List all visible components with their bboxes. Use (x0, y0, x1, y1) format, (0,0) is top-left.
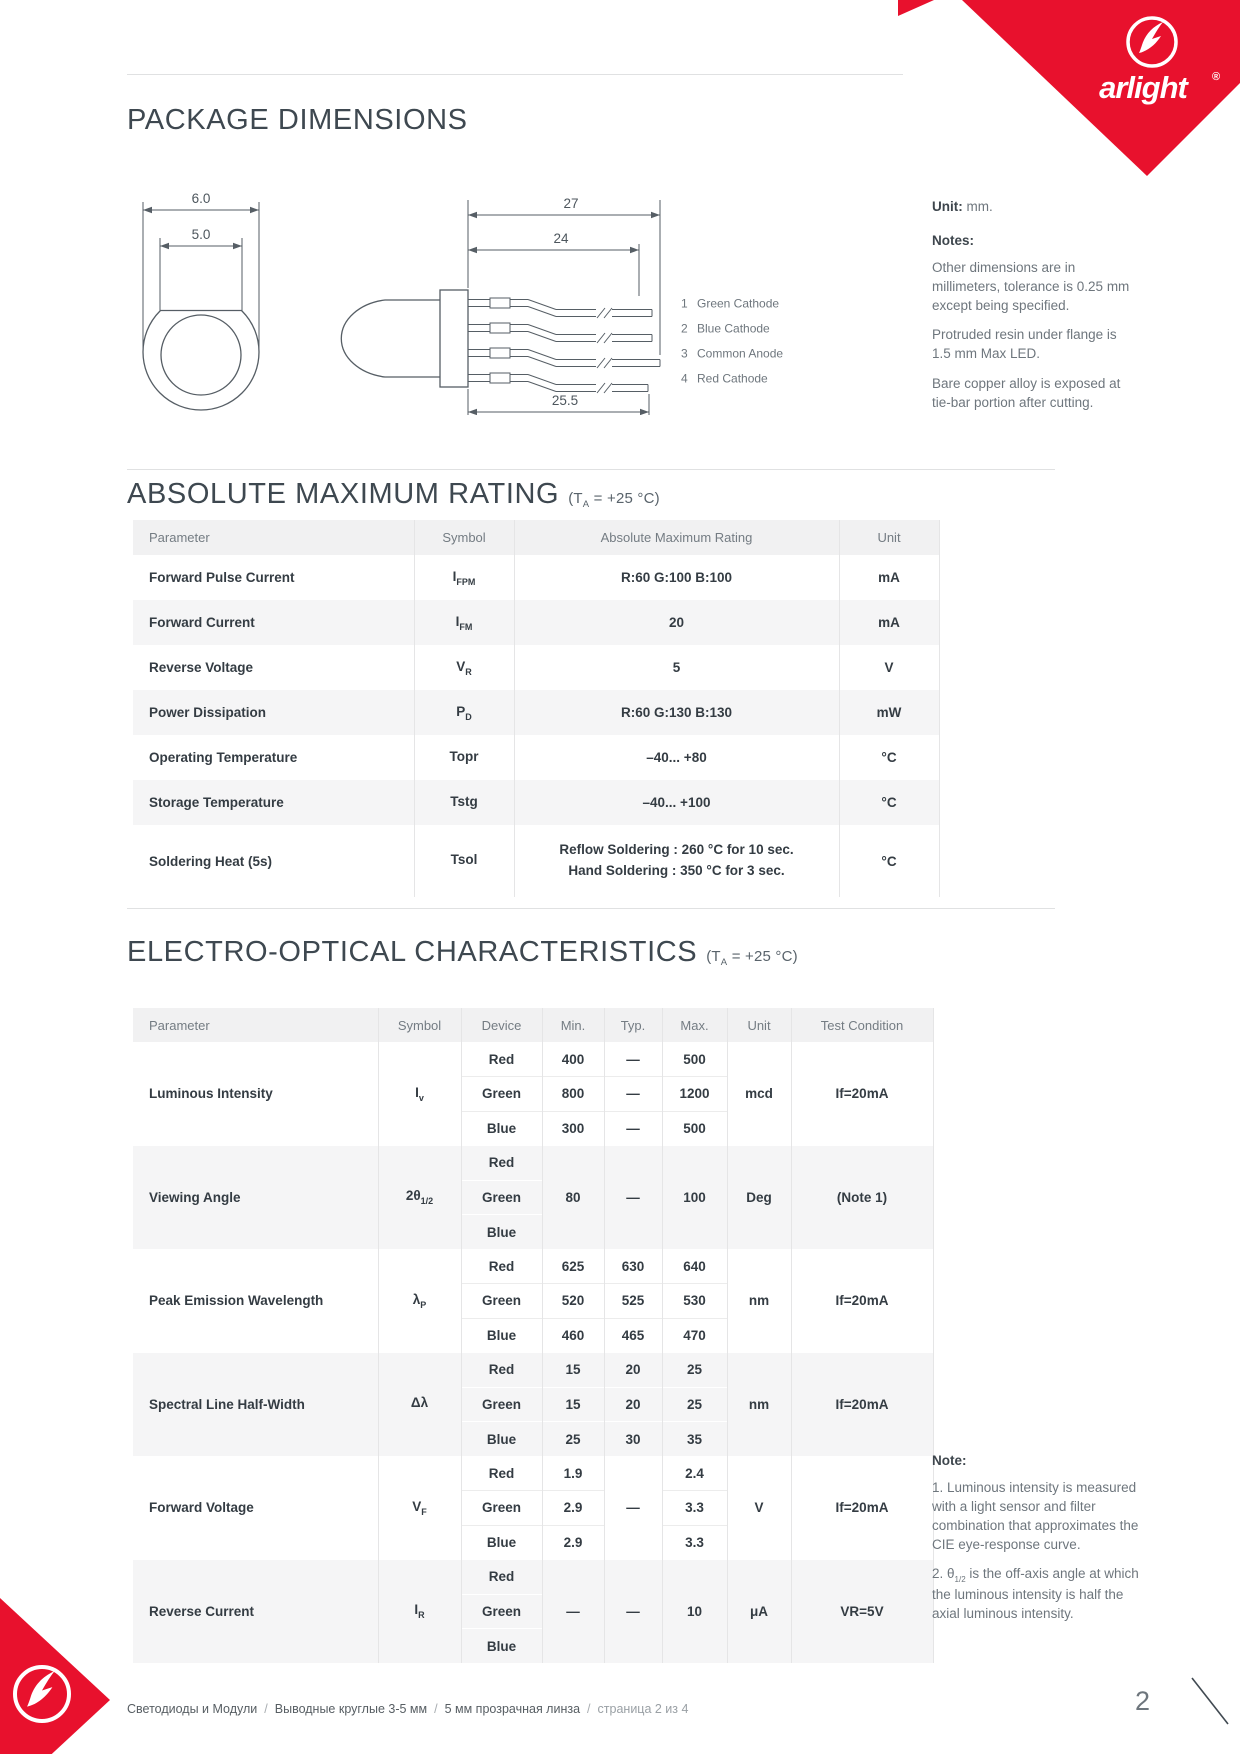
col-device: Device (461, 1008, 542, 1042)
lead-2 (468, 323, 652, 344)
dim-5-0: 5.0 (191, 227, 211, 242)
led-flange (440, 290, 468, 387)
note-paragraph: Bare copper alloy is exposed at tie-bar portion after cutting. (932, 376, 1121, 411)
max-cell: 3.3 (662, 1525, 727, 1560)
col-parameter: Parameter (133, 520, 414, 555)
eo-title (127, 936, 798, 969)
pin-3-num: 3 (681, 346, 688, 361)
dim-25-5: 25.5 (551, 393, 579, 408)
min-cell: 520 (542, 1284, 604, 1319)
table-row (133, 1353, 933, 1388)
amr-title-text: ABSOLUTE MAXIMUM RATING (127, 478, 560, 510)
min-cell: 460 (542, 1318, 604, 1353)
device-cell: Blue (461, 1422, 542, 1457)
table-row (133, 555, 939, 600)
col-min: Min. (542, 1008, 604, 1042)
table-row (133, 780, 939, 825)
rating-cell: 5 (514, 645, 839, 690)
breadcrumb-segment: 5 мм прозрачная линза (444, 1702, 581, 1716)
notes-label: Notes: (932, 232, 975, 248)
unit-cell: nm (727, 1353, 791, 1457)
max-cell: 2.4 (662, 1456, 727, 1491)
min-cell: 300 (542, 1111, 604, 1146)
device-cell: Blue (461, 1525, 542, 1560)
typ-cell: — (604, 1560, 662, 1664)
unit-cell: mA (839, 600, 939, 645)
test-cell: If=20mA (791, 1042, 933, 1146)
symbol-cell: $I_R$ (378, 1560, 461, 1664)
max-cell: 25 (662, 1387, 727, 1422)
symbol-cell: $2\theta_{1/2}$ (378, 1146, 461, 1250)
typ-cell: 30 (604, 1422, 662, 1457)
unit-cell: °C (839, 825, 939, 897)
breadcrumb-separator: / (264, 1702, 268, 1716)
unit-cell: nm (727, 1249, 791, 1353)
unit-line (932, 198, 1132, 217)
device-cell: Blue (461, 1318, 542, 1353)
min-cell: 15 (542, 1353, 604, 1388)
param-cell: Forward Current (149, 615, 255, 630)
min-cell: 2.9 (542, 1491, 604, 1526)
note-paragraph: Protruded resin under flange is 1.5 mm Max LED. (932, 327, 1117, 362)
rating-cell: –40... +100 (514, 780, 839, 825)
symbol-cell: $I_v$ (378, 1042, 461, 1146)
table-row (133, 690, 939, 735)
table-row (133, 825, 939, 897)
table-row (133, 1456, 933, 1491)
device-cell: Blue (461, 1111, 542, 1146)
test-cell: If=20mA (791, 1456, 933, 1560)
breadcrumb-page-info: страница 2 из 4 (597, 1702, 689, 1716)
typ-cell: — (604, 1042, 662, 1077)
brand-corner (880, 0, 1240, 200)
brand-corner-bottom (0, 1590, 120, 1754)
symbol-cell: $I_{FPM}$ (414, 555, 514, 600)
table-row (133, 1146, 933, 1181)
symbol-cell: $V_F$ (378, 1456, 461, 1560)
eo-note-block (932, 1452, 1142, 1634)
col-symbol: Symbol (414, 520, 514, 555)
lead-4 (468, 373, 648, 394)
typ-cell: 465 (604, 1318, 662, 1353)
rating-cell: Reflow Soldering : 260 °C for 10 sec. Hand Soldering : 350 °C for 3 sec. (514, 825, 839, 897)
led-front-outer (143, 294, 259, 410)
col-symbol: Symbol (378, 1008, 461, 1042)
rating-cell: –40... +80 (514, 735, 839, 780)
breadcrumb-segment: Светодиоды и Модули (127, 1702, 258, 1716)
col-parameter: Parameter (133, 1008, 378, 1042)
pin-2-label: Blue Cathode (697, 321, 770, 336)
param-cell: Power Dissipation (149, 705, 267, 720)
brand-triangle (0, 1598, 110, 1754)
pin-4-num: 4 (681, 371, 688, 386)
max-cell: 10 (662, 1560, 727, 1664)
min-cell: 2.9 (542, 1525, 604, 1560)
param-cell: Reverse Current (149, 1603, 255, 1619)
note-2: 2. $\theta_{1/2}$ is the off-axis angle at which the luminous intensity is half the axial luminous intensity. (932, 1566, 1139, 1621)
symbol-cell: Tstg (414, 780, 514, 825)
table-row (133, 1042, 933, 1077)
table-row (133, 1249, 933, 1284)
col-rating: Absolute Maximum Rating (514, 520, 839, 555)
note-1: 1. Luminous intensity is measured with a light sensor and filter combination that approximates the CIE eye-response curve. (932, 1479, 1139, 1552)
param-cell: Forward Voltage (149, 1500, 254, 1516)
min-cell: 625 (542, 1249, 604, 1284)
device-cell: Red (461, 1560, 542, 1595)
device-cell: Green (461, 1180, 542, 1215)
rating-cell: 20 (514, 600, 839, 645)
led-dome (341, 300, 440, 377)
symbol-cell: Tsol (414, 825, 514, 897)
min-cell: 800 (542, 1077, 604, 1112)
absolute-maximum-rating-table (133, 520, 940, 897)
typ-cell: — (604, 1146, 662, 1250)
col-unit: Unit (839, 520, 939, 555)
col-typ: Typ. (604, 1008, 662, 1042)
symbol-cell: $P_D$ (414, 690, 514, 735)
pin-1-label: Green Cathode (697, 296, 780, 311)
lead-3 (468, 348, 660, 369)
param-cell: Soldering Heat (5s) (149, 853, 273, 869)
col-unit: Unit (727, 1008, 791, 1042)
table-row (133, 735, 939, 780)
package-drawing (125, 170, 825, 415)
max-cell: 25 (662, 1353, 727, 1388)
table-row (133, 600, 939, 645)
test-cell: VR=5V (791, 1560, 933, 1664)
max-cell: 100 (662, 1146, 727, 1250)
symbol-cell: $V_R$ (414, 645, 514, 690)
table-row (133, 645, 939, 690)
page-title (127, 104, 468, 137)
lead-1 (468, 298, 652, 319)
amr-title (127, 478, 660, 511)
min-cell: 15 (542, 1387, 604, 1422)
col-test: Test Condition (791, 1008, 933, 1042)
max-cell: 500 (662, 1042, 727, 1077)
device-cell: Green (461, 1594, 542, 1629)
param-cell: Spectral Line Half-Width (149, 1396, 305, 1412)
max-cell: 530 (662, 1284, 727, 1319)
eo-title-text: ELECTRO-OPTICAL CHARACTERISTICS (127, 936, 698, 968)
breadcrumb-separator: / (434, 1702, 438, 1716)
max-cell: 470 (662, 1318, 727, 1353)
unit-cell: mcd (727, 1042, 791, 1146)
test-cell: If=20mA (791, 1353, 933, 1457)
note-label: Note: (932, 1453, 967, 1468)
max-cell: 35 (662, 1422, 727, 1457)
dim-27: 27 (563, 196, 579, 211)
min-cell: 80 (542, 1146, 604, 1250)
symbol-cell: Topr (414, 735, 514, 780)
typ-cell: 525 (604, 1284, 662, 1319)
page-corner-slash (1180, 1672, 1240, 1730)
param-cell: Operating Temperature (149, 750, 298, 765)
device-cell: Blue (461, 1629, 542, 1664)
unit-cell: V (839, 645, 939, 690)
table-row (133, 1560, 933, 1595)
pin-1-num: 1 (681, 296, 688, 311)
eo-condition: ($T_A = +25$ °C) (706, 948, 798, 968)
amr-condition: ($T_A = +25$ °C) (568, 490, 660, 510)
test-cell: (Note 1) (791, 1146, 933, 1250)
symbol-cell: Δλ (378, 1353, 461, 1457)
typ-cell: 630 (604, 1249, 662, 1284)
max-cell: 500 (662, 1111, 727, 1146)
device-cell: Red (461, 1146, 542, 1181)
symbol-cell: $\lambda_P$ (378, 1249, 461, 1353)
unit-label: Unit: (932, 199, 963, 214)
corner-accent (898, 0, 934, 16)
pin-2-num: 2 (681, 321, 688, 336)
param-cell: Viewing Angle (149, 1189, 241, 1205)
package-dimensions-title: PACKAGE DIMENSIONS (127, 104, 468, 136)
device-cell: Red (461, 1353, 542, 1388)
unit-cell: V (727, 1456, 791, 1560)
symbol-cell: $I_{FM}$ (414, 600, 514, 645)
table-header-row (133, 1008, 933, 1042)
typ-cell: — (604, 1111, 662, 1146)
device-cell: Red (461, 1249, 542, 1284)
max-cell: 1200 (662, 1077, 727, 1112)
unit-cell: Deg (727, 1146, 791, 1250)
electro-optical-table (133, 1008, 934, 1663)
max-cell: 3.3 (662, 1491, 727, 1526)
typ-cell: — (604, 1077, 662, 1112)
typ-cell: — (604, 1456, 662, 1560)
dim-6-0: 6.0 (191, 191, 211, 206)
typ-cell: 20 (604, 1353, 662, 1388)
param-cell: Luminous Intensity (149, 1086, 273, 1102)
breadcrumb-segment: Выводные круглые 3-5 мм (274, 1702, 428, 1716)
device-cell: Green (461, 1284, 542, 1319)
device-cell: Green (461, 1077, 542, 1112)
section-rule (127, 469, 1055, 470)
min-cell: — (542, 1560, 604, 1664)
param-cell: Peak Emission Wavelength (149, 1293, 324, 1309)
col-max: Max. (662, 1008, 727, 1042)
breadcrumb-separator: / (587, 1702, 591, 1716)
drawing-notes (932, 198, 1132, 424)
unit-value: mm. (966, 199, 993, 214)
pin-3-label: Common Anode (697, 346, 784, 361)
pin-4-label: Red Cathode (697, 371, 768, 386)
rating-cell: R:60 G:130 B:130 (514, 690, 839, 735)
device-cell: Red (461, 1042, 542, 1077)
param-cell: Reverse Voltage (149, 660, 254, 675)
header-rule (127, 74, 903, 75)
unit-cell: mW (839, 690, 939, 735)
typ-cell: 20 (604, 1387, 662, 1422)
breadcrumb (127, 1702, 688, 1716)
dim-24: 24 (553, 231, 569, 246)
device-cell: Red (461, 1456, 542, 1491)
param-cell: Storage Temperature (149, 795, 284, 810)
page-number: 2 (1135, 1686, 1151, 1716)
param-cell: Forward Pulse Current (149, 570, 295, 585)
max-cell: 640 (662, 1249, 727, 1284)
rating-cell: R:60 G:100 B:100 (514, 555, 839, 600)
min-cell: 25 (542, 1422, 604, 1457)
section-rule (127, 908, 1055, 909)
min-cell: 1.9 (542, 1456, 604, 1491)
unit-cell: μA (727, 1560, 791, 1664)
device-cell: Green (461, 1491, 542, 1526)
unit-cell: mA (839, 555, 939, 600)
min-cell: 400 (542, 1042, 604, 1077)
registered-mark: ® (1212, 71, 1221, 83)
led-front-inner (161, 315, 241, 395)
table-header-row (133, 520, 939, 555)
note-paragraph: Other dimensions are in millimeters, tolerance is 0.25 mm except being specified. (932, 259, 1130, 313)
test-cell: If=20mA (791, 1249, 933, 1353)
brand-wordmark: arlight (1099, 70, 1187, 105)
device-cell: Green (461, 1387, 542, 1422)
unit-cell: °C (839, 735, 939, 780)
unit-cell: °C (839, 780, 939, 825)
device-cell: Blue (461, 1215, 542, 1250)
